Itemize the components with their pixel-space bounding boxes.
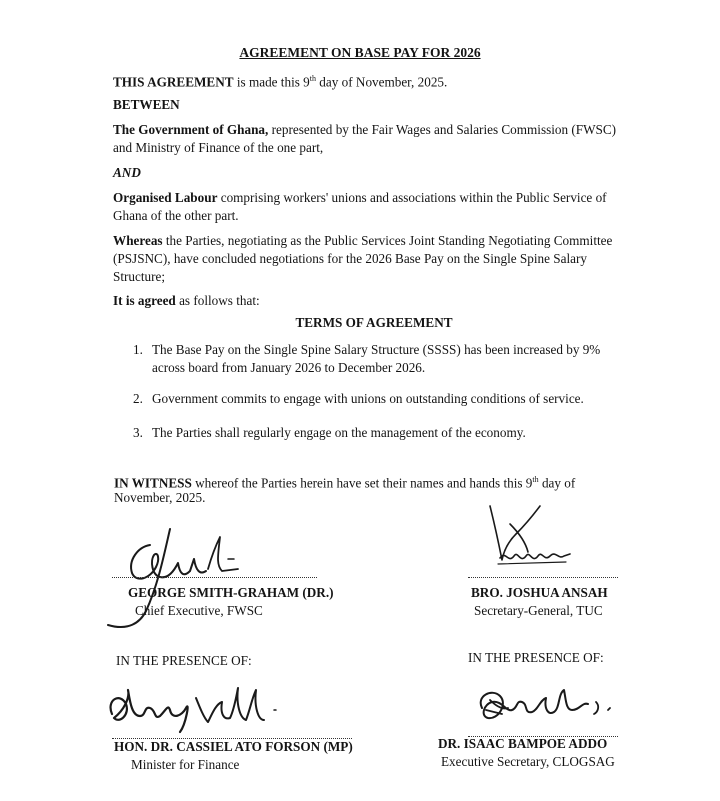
presence-right: IN THE PRESENCE OF: bbox=[468, 650, 604, 665]
party-one-line2: and Ministry of Finance of the one part, bbox=[113, 140, 324, 155]
clogsag-signature bbox=[462, 680, 622, 736]
intro-lead: THIS AGREEMENT bbox=[113, 74, 234, 90]
clogsag-title: Executive Secretary, CLOGSAG bbox=[441, 754, 615, 769]
whereas-rest: the Parties, negotiating as the Public Services Joint Standing Negotiating Committee bbox=[162, 233, 613, 248]
term-1-line2: across board from January 2026 to December 2026. bbox=[152, 360, 426, 375]
party-two-lead: Organised Labour bbox=[113, 190, 218, 205]
witness-sup: th bbox=[532, 475, 539, 484]
term-3-num: 3. bbox=[133, 425, 143, 440]
whereas-line2: (PSJSNC), have concluded negotiations for the 2026 Base Pay on the Single Spine Salary bbox=[113, 251, 587, 266]
term-1-num: 1. bbox=[133, 342, 143, 357]
party-two-line1 bbox=[113, 189, 607, 207]
agreed-rest: as follows that: bbox=[175, 293, 260, 308]
finance-name: HON. DR. CASSIEL ATO FORSON (MP) bbox=[114, 739, 353, 754]
intro-paragraph bbox=[113, 70, 447, 91]
party-one-rest: represented by the Fair Wages and Salaries Commission (FWSC) bbox=[268, 122, 617, 137]
witness-rest: whereof the Parties herein have set their names and hands this 9 bbox=[191, 475, 533, 491]
party-one-lead: The Government of Ghana, bbox=[113, 122, 269, 137]
between-heading: BETWEEN bbox=[113, 97, 180, 112]
clogsag-name: DR. ISAAC BAMPOE ADDO bbox=[438, 736, 608, 751]
fwsc-signature-line bbox=[112, 577, 317, 578]
witness-line2: November, 2025. bbox=[114, 490, 206, 505]
witness-end: day of bbox=[538, 475, 576, 491]
tuc-name: BRO. JOSHUA ANSAH bbox=[471, 585, 608, 600]
finance-title: Minister for Finance bbox=[131, 757, 240, 772]
witness-lead: IN WITNESS bbox=[114, 475, 192, 491]
intro-text: is made this 9 bbox=[233, 74, 310, 90]
and-heading: AND bbox=[113, 165, 141, 180]
fwsc-title: Chief Executive, FWSC bbox=[135, 603, 263, 618]
term-2-line1: Government commits to engage with unions on outstanding conditions of service. bbox=[152, 391, 584, 406]
tuc-title: Secretary-General, TUC bbox=[474, 603, 603, 618]
intro-sup: th bbox=[309, 74, 316, 83]
tuc-signature-line bbox=[468, 577, 618, 578]
agreed-line bbox=[113, 292, 260, 310]
tuc-signature bbox=[470, 500, 590, 580]
whereas-line1 bbox=[113, 232, 612, 250]
term-1-line1: The Base Pay on the Single Spine Salary Structure (SSSS) has been increased by 9% bbox=[152, 342, 601, 357]
party-two-line2: Ghana of the other part. bbox=[113, 208, 239, 223]
fwsc-name: GEORGE SMITH-GRAHAM (DR.) bbox=[128, 585, 334, 600]
party-one-line1 bbox=[113, 121, 616, 139]
agreed-lead: It is agreed bbox=[113, 293, 176, 308]
presence-left: IN THE PRESENCE OF: bbox=[116, 653, 252, 668]
party-two-rest: comprising workers' unions and associations within the Public Service of bbox=[217, 190, 607, 205]
terms-heading: TERMS OF AGREEMENT bbox=[295, 315, 453, 330]
intro-text-end: day of November, 2025. bbox=[316, 74, 448, 90]
finance-signature bbox=[96, 680, 296, 740]
whereas-line3: Structure; bbox=[113, 269, 166, 284]
term-2-num: 2. bbox=[133, 391, 143, 406]
whereas-lead: Whereas bbox=[113, 233, 163, 248]
term-3-line1: The Parties shall regularly engage on the management of the economy. bbox=[152, 425, 526, 440]
document-title: AGREEMENT ON BASE PAY FOR 2026 bbox=[239, 45, 481, 60]
